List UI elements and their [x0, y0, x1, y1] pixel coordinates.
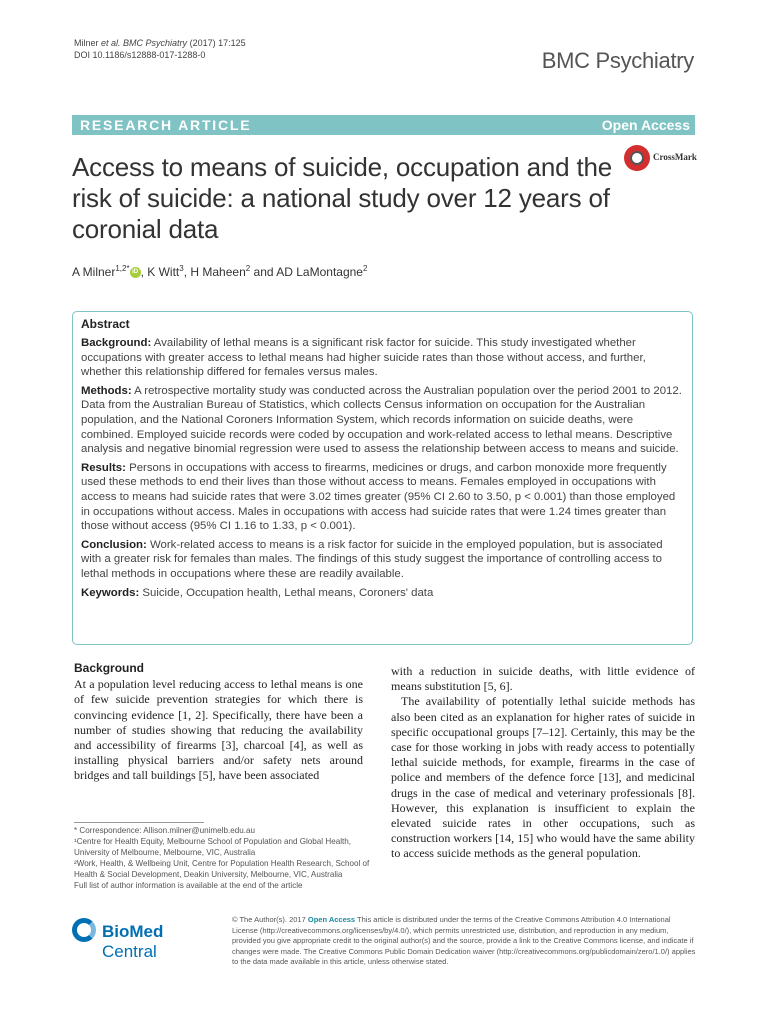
section-heading: Background — [74, 661, 145, 675]
author-name: and AD LaMontagne — [250, 265, 363, 279]
crossmark-label: CrossMark — [653, 152, 697, 162]
body-column-right — [391, 664, 695, 862]
abstract-conclusion: Conclusion: Work-related access to means is a risk factor for suicide in the employed population, but is associated with a greater risk for females than males. The findings of this study suggest the importance of controlling access to lethal methods in occupations where these are readily available. — [81, 538, 663, 580]
license-statement: © The Author(s). 2017 Open Access This article is distributed under the terms of the Creative Commons Attribution 4.0 International License (http://creativecommons.org/licenses/by/4.0/), which permits unrestricted use, distribution, and reproduction in any medium, provided you give appropriate credit to the original author(s) and the source, provide a link to the Creative Commons license, and indicate if changes were made. The Creative Commons Public Domain Dedication waiver (http://creativecommons.org/publicdomain/zero/1.0/) applies to the data made available in this article, unless otherwise stated. — [232, 915, 696, 966]
body-paragraph: The availability of potentially lethal suicide methods has also been cited as an explanation for higher rates of suicide in specific occupational groups [7–12]. Certainly, this may be the case for those working in jobs with ready access to potentially lethal suicide methods, for example, firearms in the case of police and members of the defence force [13], and medicinal drugs in the case of medical and veterinary professionals [8]. However, this explanation is insufficient to explain the elevated suicide rates in other occupations, such as construction workers [14, 15] who would have the same ability to access suicide methods as the general population. — [391, 694, 695, 861]
affiliation-1: ¹Centre for Health Equity, Melbourne School of Population and Global Health, University of Melbourne, Melbourne, VIC, Australia — [74, 837, 351, 857]
body-paragraph: At a population level reducing access to lethal means is one of few suicide prevention strategies for which there is convincing evidence [1, 2]. Specifically, there have been a number of studies showing that reducing the availability and accessibility of firearms [3], charcoal [4], as well as installing physical barriers and/or safety nets around bridges and tall buildings [5], have been associated — [74, 677, 363, 783]
citation-authors: Milner — [74, 38, 99, 48]
affiliation-2: ²Work, Health, & Wellbeing Unit, Centre for Population Health Research, School of Health & Social Development, Deakin University, Melbourne, VIC, Australia — [74, 859, 370, 879]
author-name: A Milner — [72, 265, 116, 279]
citation-volume: (2017) 17:125 — [189, 38, 246, 48]
open-access-label: Open Access — [601, 117, 690, 133]
abstract-keywords: Keywords: Suicide, Occupation health, Lethal means, Coroners' data — [81, 586, 434, 599]
doi: DOI 10.1186/s12888-017-1288-0 — [74, 50, 206, 60]
abstract-heading: Abstract — [81, 317, 130, 331]
citation-journal: et al. BMC Psychiatry — [101, 38, 188, 48]
article-title: Access to means of suicide, occupation and the risk of suicide: a national study over 12 years of coronial data — [72, 152, 613, 244]
running-header — [74, 37, 246, 61]
body-paragraph-continued: with a reduction in suicide deaths, with little evidence of means substitution [5, 6]. — [391, 664, 695, 694]
orcid-icon[interactable]: iD — [130, 267, 141, 278]
article-type: RESEARCH ARTICLE — [80, 117, 252, 133]
abstract-body — [81, 336, 684, 604]
crossmark-badge[interactable] — [624, 145, 714, 171]
biomed-central-logo: BioMed Central — [72, 916, 222, 948]
biomed-central-icon — [72, 918, 96, 942]
abstract-background: Background: Availability of lethal means is a significant risk factor for suicide. This study investigated whether occupations with greater access to lethal means had higher suicide rates than those without access, and further, whether this relationship differed for females versus males. — [81, 337, 646, 379]
abstract-results: Results: Persons in occupations with access to firearms, medicines or drugs, and carbon monoxide more frequently used these methods to end their lives than those without access to means. Females employed in occupations with access to means had suicide rates that were 3.02 times greater (95% CI 2.60 to 3.50, p < 0.001) than those employed in occupations without access. Males in occupations with access had suicide rates that were 1.24 times greater than those without access (95% CI 1.16 to 1.33, p < 0.001). — [81, 461, 676, 533]
footnote-divider — [74, 822, 204, 823]
correspondence: * Correspondence: Allison.milner@unimelb.edu.au — [74, 826, 255, 835]
open-access-tag: Open Access — [307, 915, 356, 924]
journal-name: BMC Psychiatry — [541, 48, 694, 73]
abstract-methods: Methods: A retrospective mortality study was conducted across the Australian population over the period 2001 to 2012. Data from the Australian Bureau of Statistics, which collects Census information on occupation for the Australian population, and the National Coroners Information System, which records information on suicide deaths, were combined. Employed suicide records were coded by occupation and work-related access to lethal means. Descriptive analysis and negative binomial regression were used to assess the relationship between access to means and suicide. — [81, 384, 682, 456]
author-info-note: Full list of author information is available at the end of the article — [74, 881, 303, 890]
author-name: , K Witt — [140, 265, 180, 279]
crossmark-icon — [624, 145, 650, 171]
author-name: , H Maheen — [183, 265, 246, 279]
author-list: A Milner$^{1,2*}$ iD , K Witt$^3$, H Maheen$^2$ and AD LaMontagne$^2$ — [72, 264, 368, 279]
footnotes — [74, 825, 370, 891]
body-column-left — [74, 661, 363, 784]
